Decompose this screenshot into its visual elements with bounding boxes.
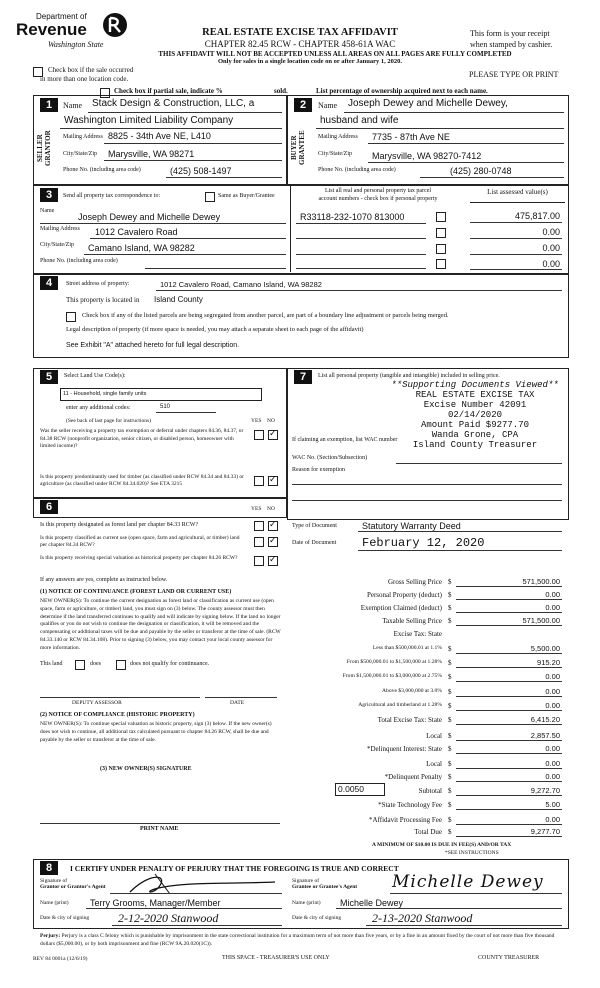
grantor-name: Terry Grooms, Manager/Member	[90, 898, 221, 908]
tax-row-currency: $	[448, 673, 452, 681]
treasurer-space-label: THIS SPACE - TREASURER'S USE ONLY	[222, 955, 330, 961]
tax-row-value: 0.00	[545, 672, 560, 681]
parcel-personal-checkbox[interactable]	[436, 228, 446, 238]
tax-row-value: 0.00	[545, 590, 560, 599]
segregated-label: Check box if any of the listed parcels are being segregated from another parcel, are part of a boundary line adjustment or parcels being merged.	[82, 312, 449, 319]
additional-codes-value: 510	[160, 404, 171, 410]
tax-row-value: 6,415.20	[530, 715, 560, 724]
tax-row-currency: $	[448, 732, 452, 740]
doc-date-value: February 12, 2020	[362, 536, 485, 550]
parcel-number-field[interactable]	[296, 238, 426, 239]
doc-type-value: Statutory Warranty Deed	[362, 521, 461, 531]
multi-location-label: Check box if the sale occurred	[48, 66, 134, 74]
section3-divider	[290, 185, 291, 272]
tax-row-value: 0.00	[545, 603, 560, 612]
tax-row-value: 9,277.70	[530, 827, 560, 836]
s3-mailing-underline	[90, 238, 286, 239]
stamp-line5: Amount Paid $9277.70	[420, 420, 530, 430]
grantee-name-label: Name (print)	[292, 900, 321, 906]
land-does-label: does	[90, 661, 101, 667]
buyer-name-label: Name	[318, 101, 338, 110]
seller-name-line2: Washington Limited Liability Company	[64, 115, 234, 126]
stamp-line3: Excise Number 42091	[423, 400, 527, 410]
same-as-buyer-checkbox[interactable]	[205, 192, 215, 202]
grantor-sig-label2: Grantor or Grantor's Agent	[40, 884, 106, 890]
grantor-date: 2-12-2020 Stanwood	[118, 911, 219, 925]
parcel-underline	[296, 223, 426, 224]
grantor-name-underline	[86, 908, 282, 909]
buyer-city: Marysville, WA 98270-7412	[372, 151, 482, 161]
tax-row-underline	[456, 836, 562, 837]
continuance-title: (1) NOTICE OF CONTINUANCE (FOREST LAND OR CURRENT USE)	[40, 589, 232, 595]
tax-row-label: *Delinquent Penalty	[384, 773, 442, 781]
tax-row-underline	[456, 653, 562, 654]
tax-row-label: Taxable Selling Price	[382, 617, 442, 625]
tax-row-underline	[456, 710, 562, 711]
reason-exemption-field[interactable]	[292, 484, 562, 485]
this-land-label: This land	[40, 661, 63, 667]
parcel-number-field[interactable]	[296, 254, 426, 255]
seller-side-label: SELLER GRANTOR	[36, 130, 52, 166]
stamp-line6: Wanda Grone, CPA	[431, 430, 519, 440]
seller-name-underline	[88, 112, 282, 113]
parcel-value-underline	[470, 269, 562, 270]
grantee-signature-field[interactable]	[390, 893, 562, 894]
tax-row-label: From $500,000.01 to $1,500,000 at 1.28%	[346, 659, 442, 665]
grantee-date: 2-13-2020 Stanwood	[372, 911, 473, 925]
section-5-number: 5	[40, 370, 58, 384]
local-rate-box[interactable]	[335, 783, 385, 796]
buyer-phone-underline	[420, 177, 564, 178]
parcel-value: 0.00	[542, 243, 560, 253]
tax-row-label: Local	[426, 732, 442, 740]
perjury-label: Perjury:	[40, 933, 61, 939]
land-does-not-checkbox[interactable]	[116, 660, 126, 670]
section-3-number: 3	[40, 188, 58, 202]
land-does-not-label: does not qualify for continuance.	[130, 661, 210, 667]
perjury-block	[40, 932, 566, 948]
s5-q1-no-checkbox[interactable]	[268, 430, 278, 440]
s6-no-header: NO	[267, 506, 275, 512]
doc-date-label: Date of Document	[292, 540, 337, 546]
tax-row-underline	[456, 625, 562, 626]
grantee-sig-label2: Grantee or Grantee's Agent	[292, 884, 358, 890]
s6-q3-yes-checkbox[interactable]	[254, 556, 264, 566]
tax-row-underline	[456, 724, 562, 725]
parcel-number: R33118-232-1070 813000	[300, 212, 405, 222]
tax-row-label: Above $3,000,000 at 3.0%	[382, 688, 442, 694]
tax-row-currency: $	[448, 745, 452, 753]
s6-q3-no-checkbox[interactable]	[268, 556, 278, 566]
tax-row-currency: $	[448, 828, 452, 836]
treasurer-stamp	[380, 380, 570, 450]
tax-row-currency: $	[448, 659, 452, 667]
tax-row-label: *State Technology Fee	[378, 801, 442, 809]
minimum-note: A MINIMUM OF $10.00 IS DUE IN FEE(S) AND/OR TAX	[372, 842, 512, 848]
land-use-value: 11 - Household, single family units	[63, 391, 147, 397]
seller-name-line1: Stack Design & Construction, LLC, a	[92, 98, 255, 109]
grantee-sig-label1: Signature of	[292, 878, 320, 884]
tax-row-value: 915.20	[537, 658, 560, 667]
tax-row-label: Total Excise Tax: State	[377, 716, 442, 724]
land-does-checkbox[interactable]	[75, 660, 85, 670]
parcel-header2: account numbers - check box if personal property	[318, 196, 438, 202]
tax-row-currency: $	[448, 801, 452, 809]
tax-row-label: Subtotal	[418, 787, 442, 795]
county-treasurer-label: COUNTY TREASURER	[478, 955, 540, 961]
parcel-value-underline	[470, 254, 562, 255]
tax-row-label: Personal Property (deduct)	[366, 591, 442, 599]
tax-row-underline	[456, 740, 562, 741]
seller-phone-underline	[166, 177, 282, 178]
grantor-date-label: Date & city of signing	[40, 915, 90, 921]
s6-q3: Is this property receiving special valuation as historical property per chapter 84.26 RCW?	[40, 555, 238, 561]
street-underline	[156, 290, 562, 291]
tax-row-value: 9,272.70	[530, 786, 560, 795]
legal-value: See Exhibit "A" attached hereto for full legal description.	[66, 342, 240, 349]
grantor-date-underline	[112, 925, 282, 926]
s6-q2: Is this property classified as current use (open space, farm and agricultural, or timber) land per chapter 84.34 RCW?	[40, 535, 240, 548]
stamp-line2: REAL ESTATE EXCISE TAX	[415, 390, 535, 400]
land-use-label: Select Land Use Code(s):	[64, 373, 126, 379]
parcel-value: 475,817.00	[514, 211, 560, 221]
wac-no-label: WAC No. (Section/Subsection)	[292, 455, 368, 461]
buyer-phone-label: Phone No. (including area code)	[318, 167, 396, 173]
s3-mailing-label: Mailing Address	[40, 226, 80, 232]
tax-row-currency: $	[448, 591, 452, 599]
tax-row-currency: $	[448, 645, 452, 653]
tax-row-value: 0.00	[545, 701, 560, 710]
seller-city: Marysville, WA 98271	[108, 149, 195, 159]
buyer-side-label: BUYER GRANTEE	[290, 130, 306, 166]
revenue-logo-icon	[102, 12, 128, 38]
perjury-text: Perjury is a class C felony which is punishable by imprisonment in the state correctional institution for a maximum term of not more than five years, or by a fine in an amount fixed by the court of not more than five thousand dollars ($5,000.00), or by both imprisonment and fine (RCW 9A.20.020(1C)).	[40, 933, 555, 947]
parcel-personal-checkbox[interactable]	[436, 259, 446, 269]
deputy-date-field[interactable]	[205, 697, 277, 698]
s6-q2-yes-checkbox[interactable]	[254, 537, 264, 547]
s6-q1-no-checkbox[interactable]	[268, 521, 278, 531]
seller-phone-label: Phone No. (including area code)	[63, 167, 141, 173]
additional-codes-label: enter any additional codes:	[66, 405, 131, 411]
section-6-header	[33, 498, 287, 518]
parcel-number-field[interactable]	[296, 268, 426, 269]
buyer-city-underline	[368, 162, 564, 163]
s5-q2-yes-checkbox[interactable]	[254, 476, 264, 486]
tax-row-value: 2,857.50	[530, 731, 560, 740]
tax-row-underline	[456, 795, 562, 796]
section-7-number: 7	[294, 370, 312, 384]
s5-q2: Is this property predominantly used for timber (as classified under RCW 84.34 and 84.33) or agriculture (as classified under RCW 84.34.020)? See ETA 3215	[40, 474, 244, 487]
wac-no-field[interactable]	[396, 463, 562, 464]
new-owner-signature-label: (3) NEW OWNER(S) SIGNATURE	[100, 766, 192, 772]
doc-type-underline	[358, 531, 562, 532]
land-use-select[interactable]	[60, 388, 262, 401]
deputy-date-label: DATE	[230, 700, 245, 706]
tax-row-underline	[456, 753, 562, 754]
buyer-mailing-underline	[368, 143, 564, 144]
segregated-checkbox[interactable]	[66, 312, 76, 322]
s6-yes-header: YES	[251, 506, 262, 512]
exemption-wac-label: If claiming an exemption, list WAC number	[292, 437, 398, 443]
tax-row-value: 0.00	[545, 815, 560, 824]
deputy-assessor-label: DEPUTY ASSESSOR	[72, 700, 122, 706]
new-owner-signature-field[interactable]	[40, 823, 280, 824]
tax-row-currency: $	[448, 578, 452, 586]
section-2-number: 2	[294, 98, 312, 112]
seller-mailing-underline	[104, 143, 282, 144]
parcel-header1: List all real and personal property tax parcel	[324, 188, 432, 194]
additional-codes-underline	[156, 412, 216, 413]
tax-row-underline	[456, 599, 562, 600]
doc-date-underline	[358, 550, 562, 551]
agency-line2: Revenue	[16, 20, 87, 39]
agency-line1: Department of	[36, 12, 87, 21]
doc-type-label: Type of Document	[292, 523, 337, 529]
ownership-label: List percentage of ownership acquired next to each name.	[316, 87, 488, 95]
tax-row-currency: $	[448, 688, 452, 696]
s5-q2-no-checkbox[interactable]	[268, 476, 278, 486]
tax-row-value: 5,500.00	[530, 644, 560, 653]
stamp-line4: 02/14/2020	[447, 410, 502, 420]
receipt-note1: This form is your receipt	[470, 29, 550, 38]
parcel-value-underline	[470, 238, 562, 239]
seller-city-label: City/State/Zip	[63, 151, 97, 157]
section-4-number: 4	[40, 276, 58, 290]
s5-no-header: NO	[267, 418, 275, 424]
street-label: Street address of property:	[66, 281, 130, 287]
form-subtitle: CHAPTER 82.45 RCW - CHAPTER 458-61A WAC	[204, 39, 396, 49]
parcel-header-underline	[470, 202, 565, 203]
tax-row-label: Local	[426, 760, 442, 768]
tax-row-underline	[456, 781, 562, 782]
tax-row-value: 5.00	[545, 800, 560, 809]
tax-row-currency: $	[448, 816, 452, 824]
form-title: REAL ESTATE EXCISE TAX AFFIDAVIT	[202, 27, 398, 38]
grantee-date-underline	[366, 925, 562, 926]
see-back-note: (See back of last page for instructions)	[66, 418, 151, 424]
s3-name-underline	[40, 223, 286, 224]
tax-row-underline	[456, 768, 562, 769]
grantee-name: Michelle Dewey	[340, 898, 404, 908]
certify-statement: I CERTIFY UNDER PENALTY OF PERJURY THAT THE FOREGOING IS TRUE AND CORRECT	[70, 864, 399, 873]
tax-row-label: *Affidavit Processing Fee	[369, 816, 442, 824]
tax-row-underline	[456, 809, 562, 810]
tax-row-label: Exemption Claimed (deduct)	[360, 604, 442, 612]
located-label: This property is located in	[66, 296, 140, 304]
tax-row-label: Less than $500,000.01 at 1.1%	[372, 645, 442, 651]
parcel-personal-checkbox[interactable]	[436, 244, 446, 254]
s3-mailing: 1012 Cavalero Road	[95, 227, 178, 237]
tax-row-currency: $	[448, 716, 452, 724]
buyer-name-underline	[344, 112, 564, 113]
tax-row-currency: $	[448, 787, 452, 795]
grantor-sig-label1: Signature of	[40, 878, 68, 884]
parcel-value: 0.00	[542, 259, 560, 269]
tax-row-underline	[456, 696, 562, 697]
continuance-text: NEW OWNER(S): To continue the current designation as forest land or classification as current use (open space, farm or agriculture, or timber) land, you must sign on (3) below. The county assessor must then determine if the land transferred continues to qualify and will indicate by signing below. If the land no longer qualifies or you do not wish to continue the designation or classification, it will be removed and the compensating or additional taxes will be due and payable by the seller or transferor at the time of sale. (RCW 84.33.140 or RCW 84.34.108). Prior to signing (3) below, you may contact your local county assessor for more information.	[40, 598, 281, 651]
parcel-value: 0.00	[542, 227, 560, 237]
parcel-personal-checkbox[interactable]	[436, 212, 446, 222]
tax-row-label: Total Due	[414, 828, 442, 836]
tax-row-currency: $	[448, 604, 452, 612]
agency-line3: Washington State	[48, 40, 104, 49]
partial-sale-label: Check box if partial sale, indicate %	[114, 87, 223, 95]
receipt-note2: when stamped by cashier.	[470, 40, 553, 49]
seller-phone: (425) 508-1497	[170, 166, 232, 176]
s3-phone-field[interactable]	[145, 268, 286, 269]
compliance-text: NEW OWNER(S): To continue special valuation as historic property, sign (3) below. If the new owner(s) does not wish to continue, all additional tax calculated pursuant to chapter 84.26 RCW, shall be due and payable by the seller or transferor at the time of sale.	[40, 721, 272, 743]
stamp-line7: Island County Treasurer	[412, 440, 538, 450]
grantee-signature: Michelle Dewey	[392, 872, 544, 892]
seller-mailing: 8825 - 34th Ave NE, L410	[108, 131, 211, 141]
form-warning2: Only for sales in a single location code on or after January 1, 2020.	[218, 58, 402, 65]
s6-q1: Is this property designated as forest land per chapter 84.33 RCW?	[40, 522, 199, 528]
local-rate-value: 0.0050	[338, 784, 364, 794]
tax-row-label: Gross Selling Price	[387, 578, 442, 586]
personal-property-label: List all personal property (tangible and intangible) included in selling price.	[318, 373, 500, 379]
section-8-number: 8	[40, 861, 58, 875]
tax-row-value: 571,500.00	[522, 577, 560, 586]
seller-name2-underline	[60, 128, 282, 129]
assessed-header: List assessed value(s)	[487, 188, 548, 196]
tax-row-value: 0.00	[545, 687, 560, 696]
tax-row-value: 571,500.00	[522, 616, 560, 625]
partial-sale-sold: sold.	[274, 87, 288, 95]
deputy-assessor-field[interactable]	[40, 697, 200, 698]
buyer-phone: (425) 280-0748	[450, 166, 512, 176]
s6-q2-no-checkbox[interactable]	[268, 537, 278, 547]
buyer-mailing: 7735 - 87th Ave NE	[372, 132, 450, 142]
form-warning: THIS AFFIDAVIT WILL NOT BE ACCEPTED UNLESS ALL AREAS ON ALL PAGES ARE FULLY COMPLETED	[158, 50, 512, 58]
tax-row-currency: $	[448, 617, 452, 625]
tax-row-label: From $1,500,000.01 to $3,000,000 at 2.75%	[342, 673, 442, 679]
reason-exemption-label: Reason for exemption	[292, 467, 345, 473]
legal-label: Legal description of property (if more space is needed, you may attach a separate sheet to each page of the affidavit)	[66, 326, 364, 333]
tax-row-value: 0.00	[545, 759, 560, 768]
tax-row-underline	[456, 586, 562, 587]
print-name-label: PRINT NAME	[140, 826, 179, 832]
seller-mailing-label: Mailing Address	[63, 134, 103, 140]
grantee-date-label: Date & city of signing	[292, 915, 342, 921]
tax-row-underline	[456, 824, 562, 825]
parcel-value-underline	[470, 222, 562, 223]
seller-name-label: Name	[63, 101, 83, 110]
tax-row-value: 0.00	[545, 744, 560, 753]
tax-row-label: Excise Tax: State	[393, 630, 442, 638]
street-value: 1012 Cavalero Road, Camano Island, WA 98282	[160, 280, 322, 289]
tax-row-underline	[456, 681, 562, 682]
buyer-name2-underline	[316, 128, 564, 129]
multi-location-label2: in more than one location code.	[40, 75, 129, 83]
grantor-signature-field[interactable]	[110, 893, 282, 894]
tax-row-currency: $	[448, 773, 452, 781]
buyer-name-line1: Joseph Dewey and Michelle Dewey,	[348, 98, 508, 109]
tax-row-value: 0.00	[545, 772, 560, 781]
grantor-name-label: Name (print)	[40, 900, 69, 906]
s3-city: Camano Island, WA 98282	[88, 243, 195, 253]
s5-q1: Was the seller receiving a property tax exemption or deferral under chapters 84.36, 84.37, or 84.38 RCW (nonprofit organization, senior citizen, or disabled person, homeowner with limited income)?	[40, 428, 244, 449]
s3-name: Joseph Dewey and Michelle Dewey	[78, 212, 221, 222]
section-1-number: 1	[40, 98, 58, 112]
if-any-yes: If any answers are yes, complete as instructed below.	[40, 577, 168, 583]
stamp-line1: **Supporting Documents Viewed**	[391, 380, 559, 390]
section-6-number: 6	[40, 500, 58, 514]
s3-name-label: Name	[40, 208, 55, 214]
s3-phone-label: Phone No. (including area code)	[40, 258, 118, 264]
same-as-buyer-label: Same as Buyer/Grantee	[218, 193, 275, 199]
reason-exemption-field-2[interactable]	[292, 500, 562, 501]
grantee-name-underline	[336, 908, 562, 909]
please-type: PLEASE TYPE OR PRINT	[469, 70, 559, 79]
s6-q1-yes-checkbox[interactable]	[254, 521, 264, 531]
buyer-city-label: City/State/Zip	[318, 151, 352, 157]
see-instructions: *SEE INSTRUCTIONS	[445, 850, 499, 856]
buyer-mailing-label: Mailing Address	[318, 134, 358, 140]
s3-city-underline	[84, 254, 286, 255]
seller-city-underline	[104, 160, 282, 161]
tax-row-underline	[456, 667, 562, 668]
buyer-name-line2: husband and wife	[320, 115, 399, 126]
tax-row-label: Agricultural and timberland at 1.28%	[358, 702, 442, 708]
tax-row-currency: $	[448, 702, 452, 710]
county-value: Island County	[154, 295, 203, 304]
tax-row-label: *Delinquent Interest: State	[366, 745, 442, 753]
compliance-title: (2) NOTICE OF COMPLIANCE (HISTORIC PROPERTY)	[40, 712, 195, 718]
send-correspondence-label: Send all property tax correspondence to:	[63, 193, 161, 199]
form-number: REV 84 0001a (12/6/19)	[33, 956, 88, 962]
tax-row-currency: $	[448, 760, 452, 768]
s3-city-label: City/State/Zip	[40, 242, 74, 248]
s5-q1-yes-checkbox[interactable]	[254, 430, 264, 440]
s5-yes-header: YES	[251, 418, 262, 424]
tax-row-underline	[456, 612, 562, 613]
agency-logo	[16, 12, 134, 52]
